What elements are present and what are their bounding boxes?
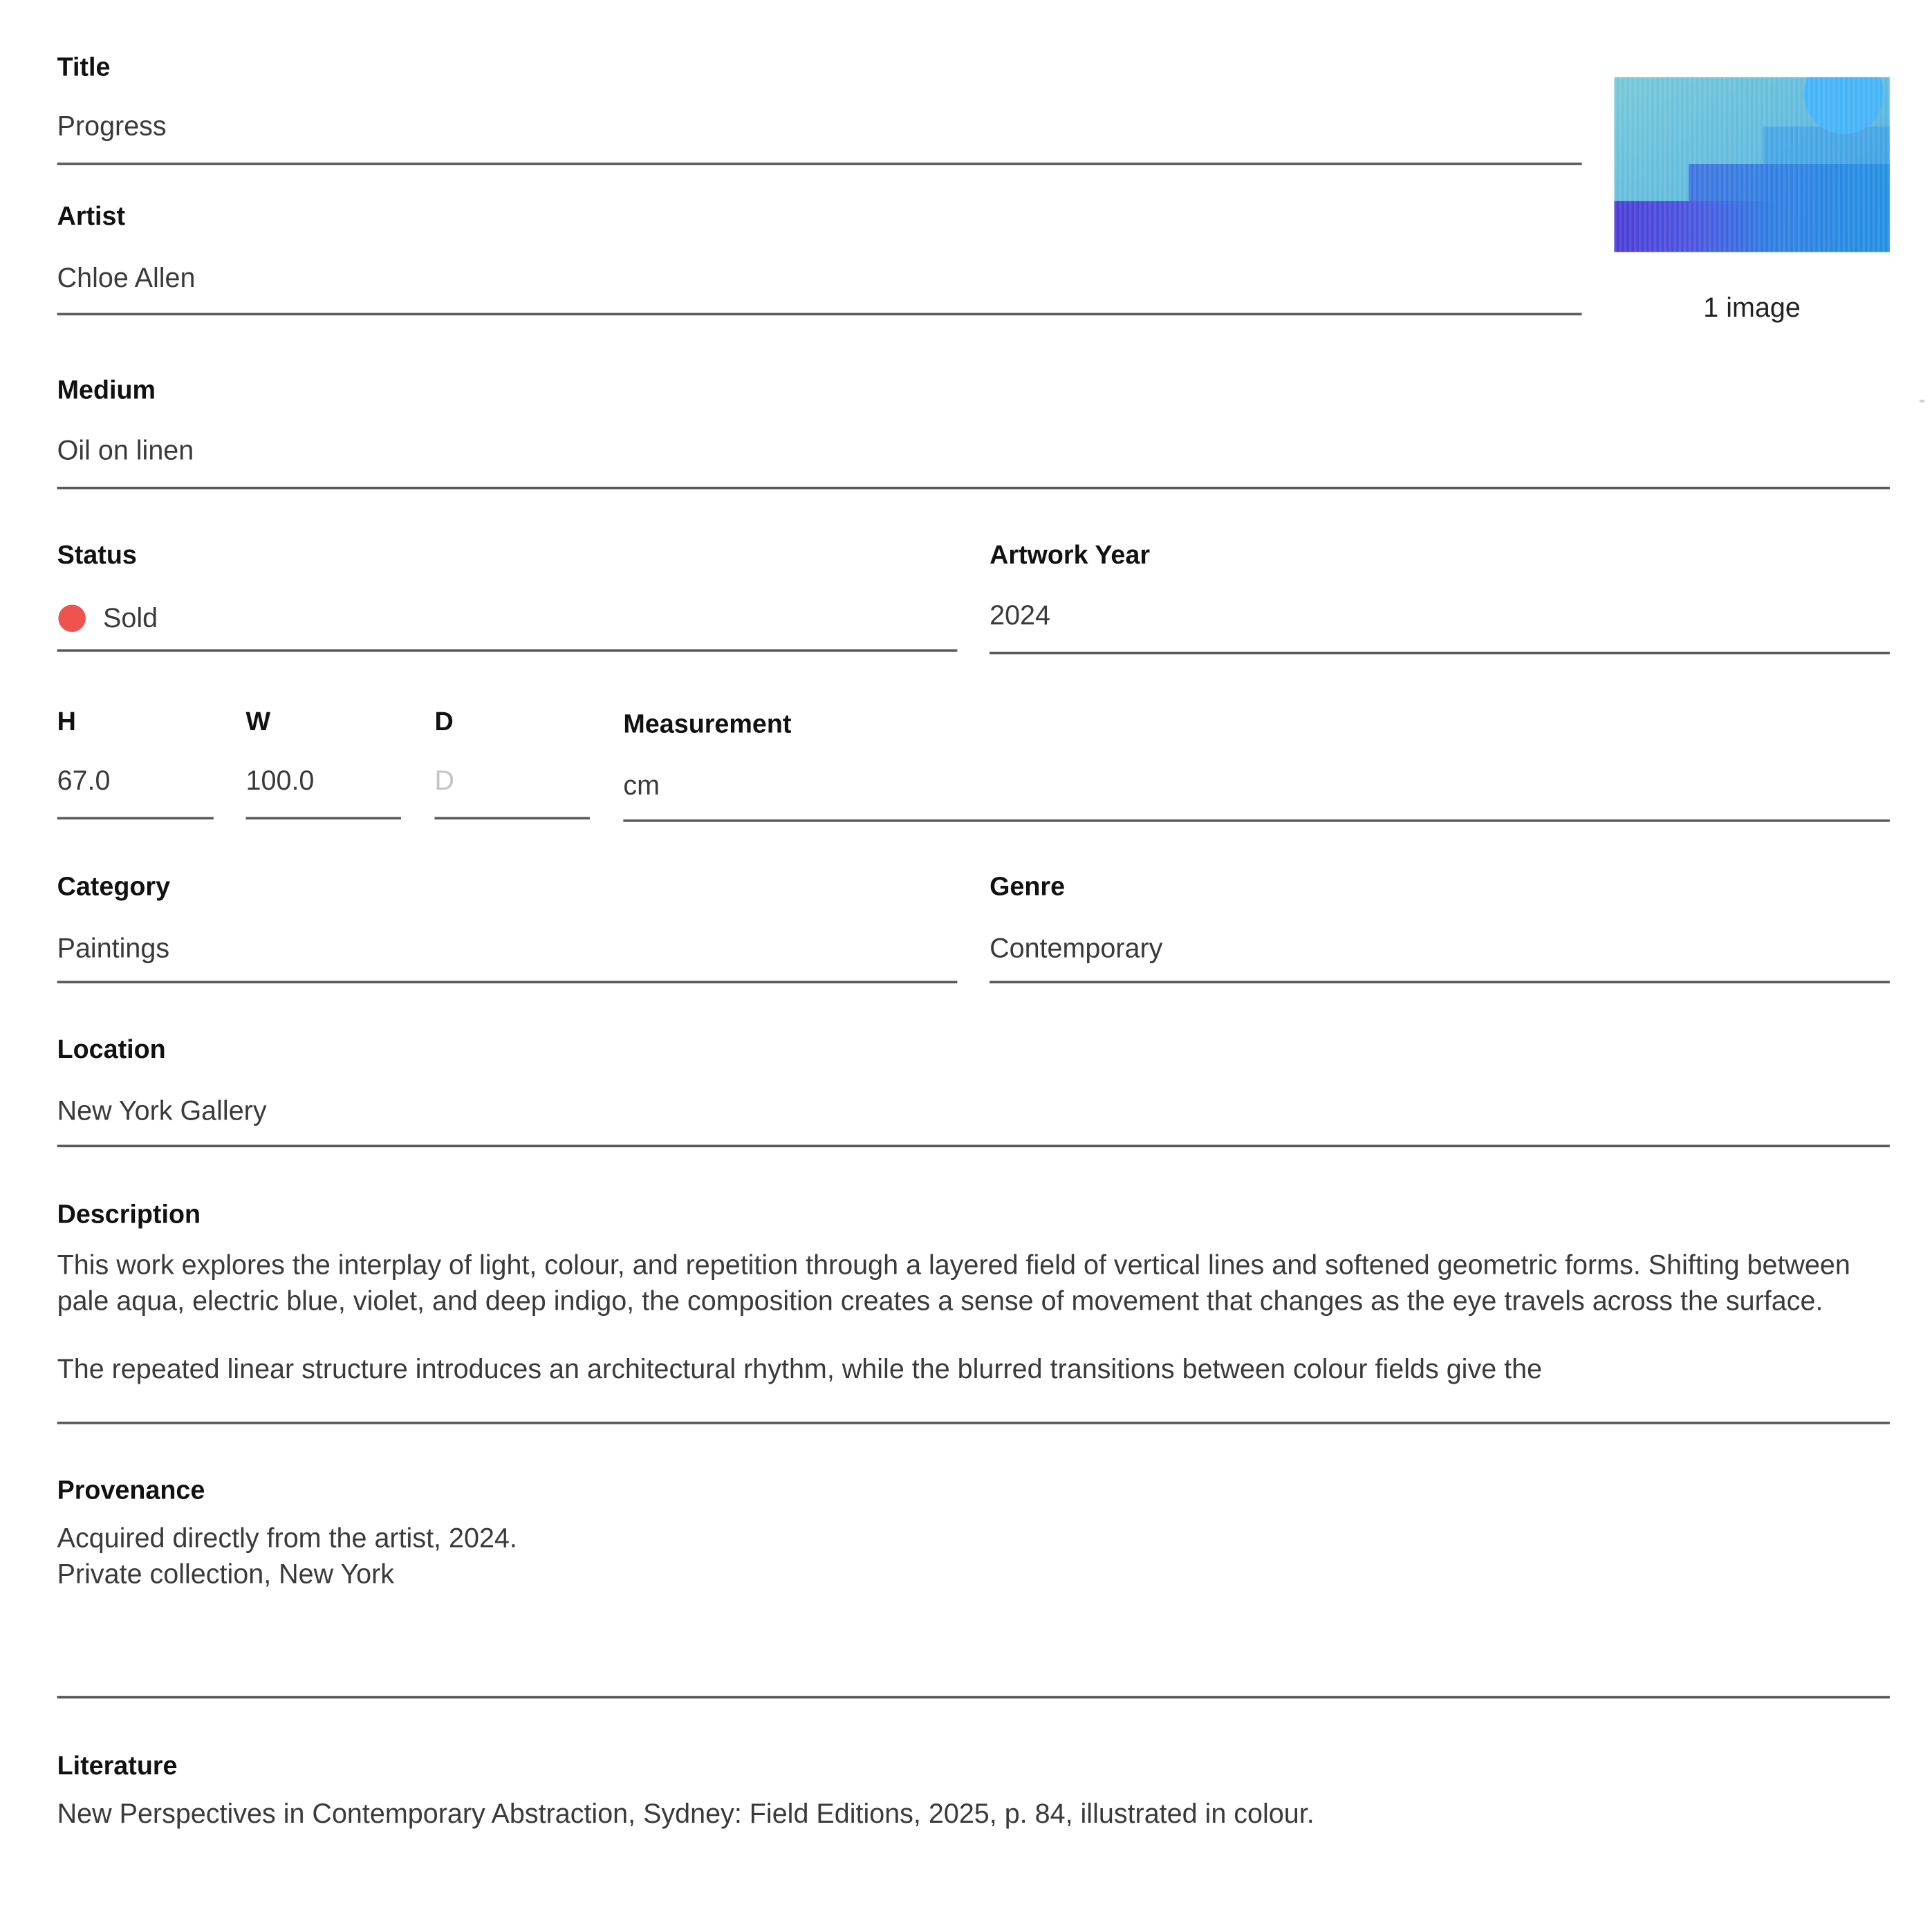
scrollbar-indicator[interactable] [1920, 400, 1924, 402]
measurement-label: Measurement [623, 710, 792, 739]
status-underline [57, 649, 958, 652]
medium-underline [57, 487, 1890, 490]
artwork-year-input[interactable]: 2024 [990, 600, 1050, 631]
artwork-thumbnail-image [1614, 77, 1890, 252]
artwork-year-underline [990, 652, 1890, 655]
category-select[interactable]: Paintings [57, 932, 170, 964]
location-select[interactable]: New York Gallery [57, 1095, 267, 1126]
description-label: Description [57, 1200, 201, 1229]
status-select[interactable] [57, 593, 958, 643]
height-underline [57, 817, 214, 820]
status-indicator-dot [58, 604, 86, 632]
artist-input[interactable]: Chloe Allen [57, 261, 196, 293]
measurement-underline [623, 819, 1890, 822]
description-paragraph: This work explores the interplay of light, colour, and repetition through a layered field of vertical lines and softened geometric forms. Shifting between pale aqua, electric blue, violet, and deep indigo, the composition creates a sense of movement that changes as the eye travels across the surface. [57, 1249, 1850, 1317]
location-underline [57, 1145, 1890, 1148]
title-label: Title [57, 53, 111, 82]
description-paragraph: The repeated linear structure introduces an architectural rhythm, while the blurred transitions between colour fields give the [57, 1353, 1543, 1385]
provenance-line: Acquired directly from the artist, 2024. [57, 1522, 517, 1554]
width-underline [246, 817, 401, 820]
width-input[interactable]: 100.0 [245, 765, 315, 796]
artist-underline [57, 313, 1582, 315]
literature-textarea[interactable]: New Perspectives in Contemporary Abstraction, Sydney: Field Editions, 2025, p. 84, illustrated in colour. [57, 1798, 1315, 1829]
width-label: W [245, 707, 271, 736]
depth-underline [434, 817, 589, 820]
genre-label: Genre [990, 873, 1066, 902]
artwork-year-label: Artwork Year [990, 541, 1151, 570]
provenance-line: Private collection, New York [57, 1558, 395, 1590]
provenance-label: Provenance [57, 1476, 205, 1505]
height-input[interactable]: 67.0 [57, 765, 111, 796]
measurement-select[interactable]: cm [623, 770, 660, 801]
medium-label: Medium [57, 376, 156, 405]
provenance-underline [57, 1696, 1890, 1699]
title-underline [57, 162, 1582, 165]
artist-label: Artist [57, 202, 126, 231]
literature-label: Literature [57, 1752, 178, 1781]
artwork-thumbnail[interactable] [1614, 77, 1890, 252]
medium-input[interactable]: Oil on linen [57, 434, 194, 466]
title-input[interactable]: Progress [57, 110, 167, 142]
description-textarea[interactable] [57, 1247, 1890, 1420]
category-label: Category [57, 873, 171, 902]
genre-select[interactable]: Contemporary [990, 932, 1163, 964]
provenance-textarea[interactable] [57, 1520, 1890, 1693]
status-value: Sold [103, 602, 158, 633]
status-label: Status [57, 541, 137, 570]
location-label: Location [57, 1035, 166, 1064]
depth-label: D [434, 707, 454, 736]
image-count-caption[interactable]: 1 image [1703, 291, 1801, 323]
description-underline [57, 1422, 1890, 1424]
depth-input[interactable]: D [434, 765, 454, 796]
category-underline [57, 981, 958, 984]
height-label: H [57, 707, 76, 736]
genre-underline [990, 981, 1890, 984]
